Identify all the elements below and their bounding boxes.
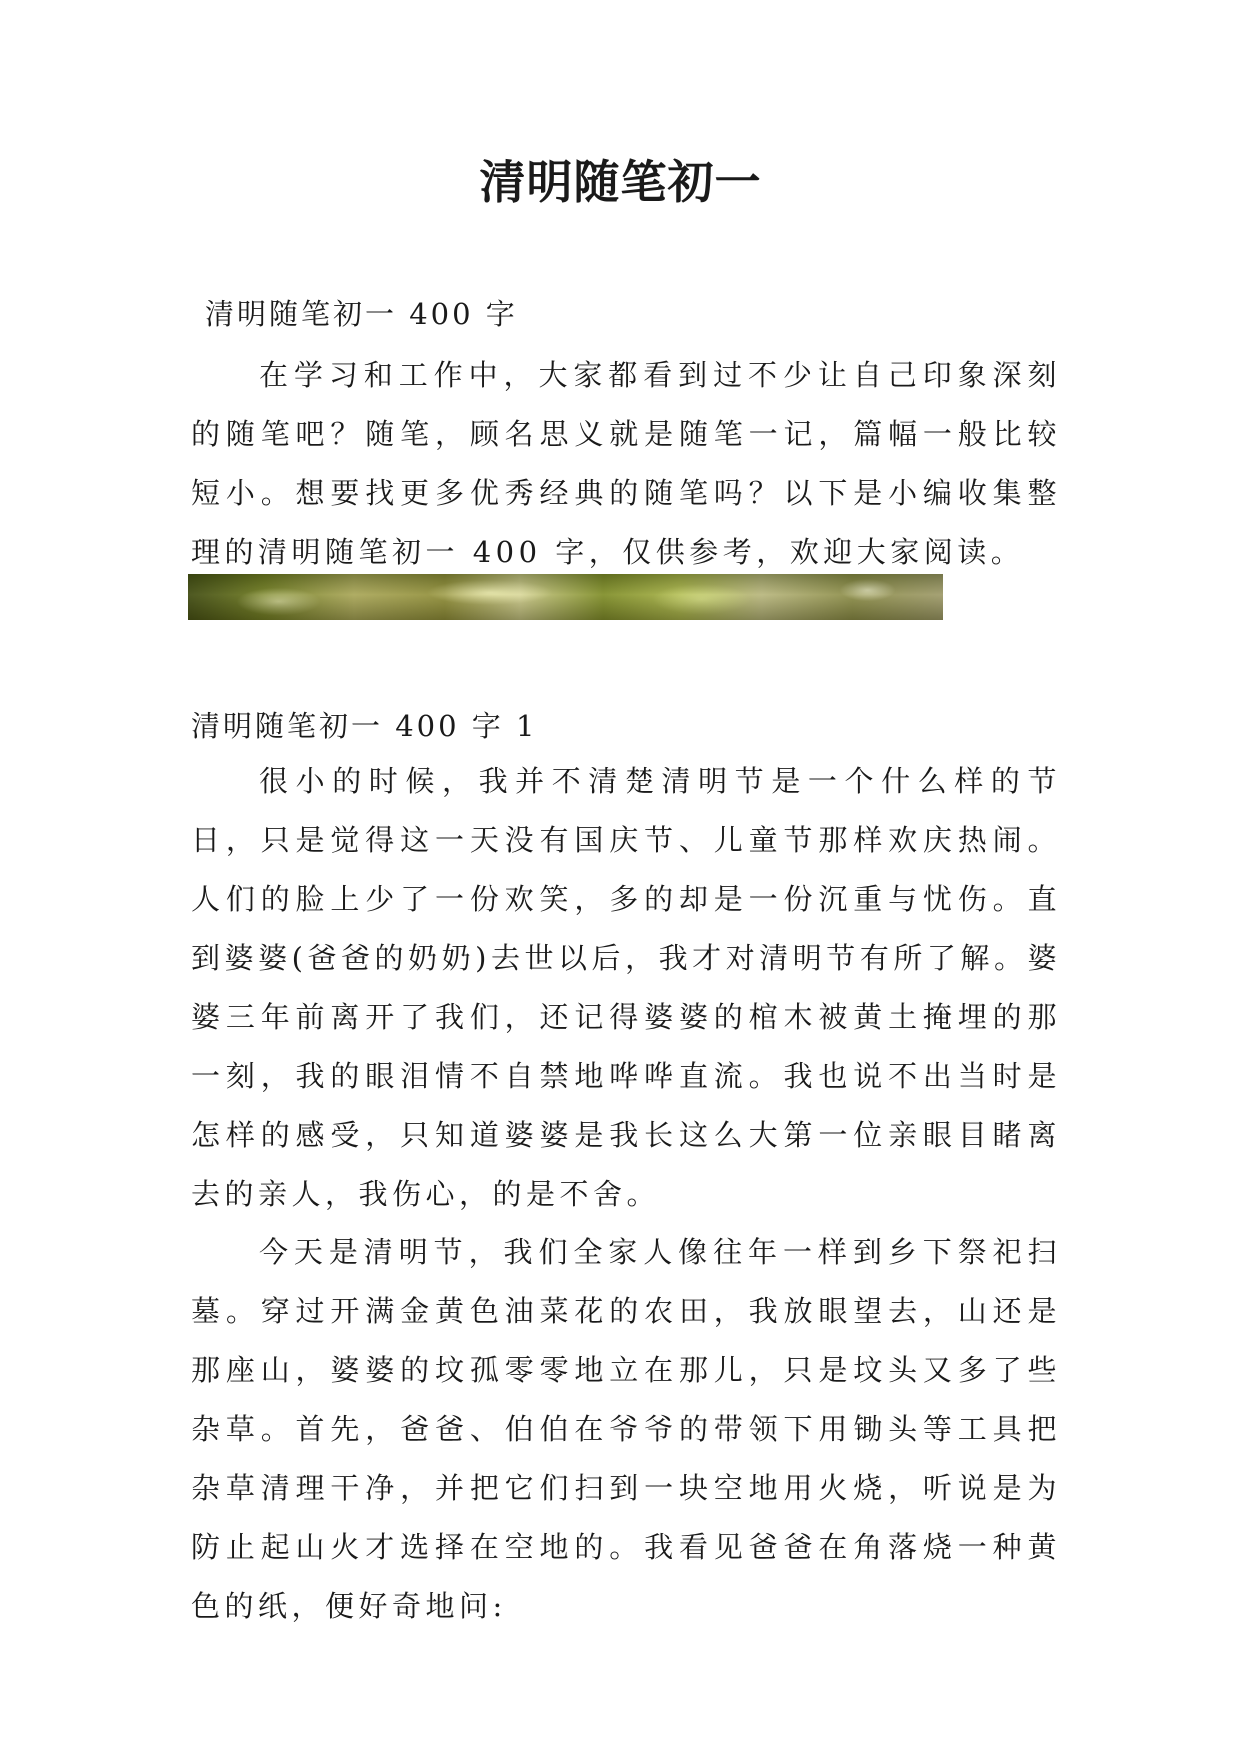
decorative-photo-banner [188,574,943,620]
intro-paragraph: 在学习和工作中，大家都看到过不少让自己印象深刻的随笔吧？随笔，顾名思义就是随笔一记，篇幅一般比较短小。想要找更多优秀经典的随笔吗？以下是小编收集整理的清明随笔初一 400 字，仅供参考，欢迎大家阅读。 [191,358,1061,569]
body-paragraph: 今天是清明节，我们全家人像往年一样到乡下祭祀扫墓。穿过开满金黄色油菜花的农田，我放眼望去，山还是那座山，婆婆的坟孤零零地立在那儿，只是坟头又多了些杂草。首先，爸爸、伯伯在爷爷的带领下用锄头等工具把杂草清理干净，并把它们扫到一块空地用火烧，听说是为防止起山火才选择在空地的。我看见爸爸在角落烧一种黄色的纸，便好奇地问: [191,1235,1061,1623]
body-paragraph: 很小的时候，我并不清楚清明节是一个什么样的节日，只是觉得这一天没有国庆节、儿童节那样欢庆热闹。人们的脸上少了一份欢笑，多的却是一份沉重与忧伤。直到婆婆(爸爸的奶奶)去世以后，我才对清明节有所了解。婆婆三年前离开了我们，还记得婆婆的棺木被黄土掩埋的那一刻，我的眼泪情不自禁地哗哗直流。我也说不出当时是怎样的感受，只知道婆婆是我长这么大第一位亲眼目睹离去的亲人，我伤心，的是不舍。 [191,764,1061,1211]
document-title: 清明随笔初一 [479,155,762,209]
document-subtitle: 清明随笔初一 400 字 [205,297,518,331]
section-heading: 清明随笔初一 400 字 1 [191,709,538,743]
